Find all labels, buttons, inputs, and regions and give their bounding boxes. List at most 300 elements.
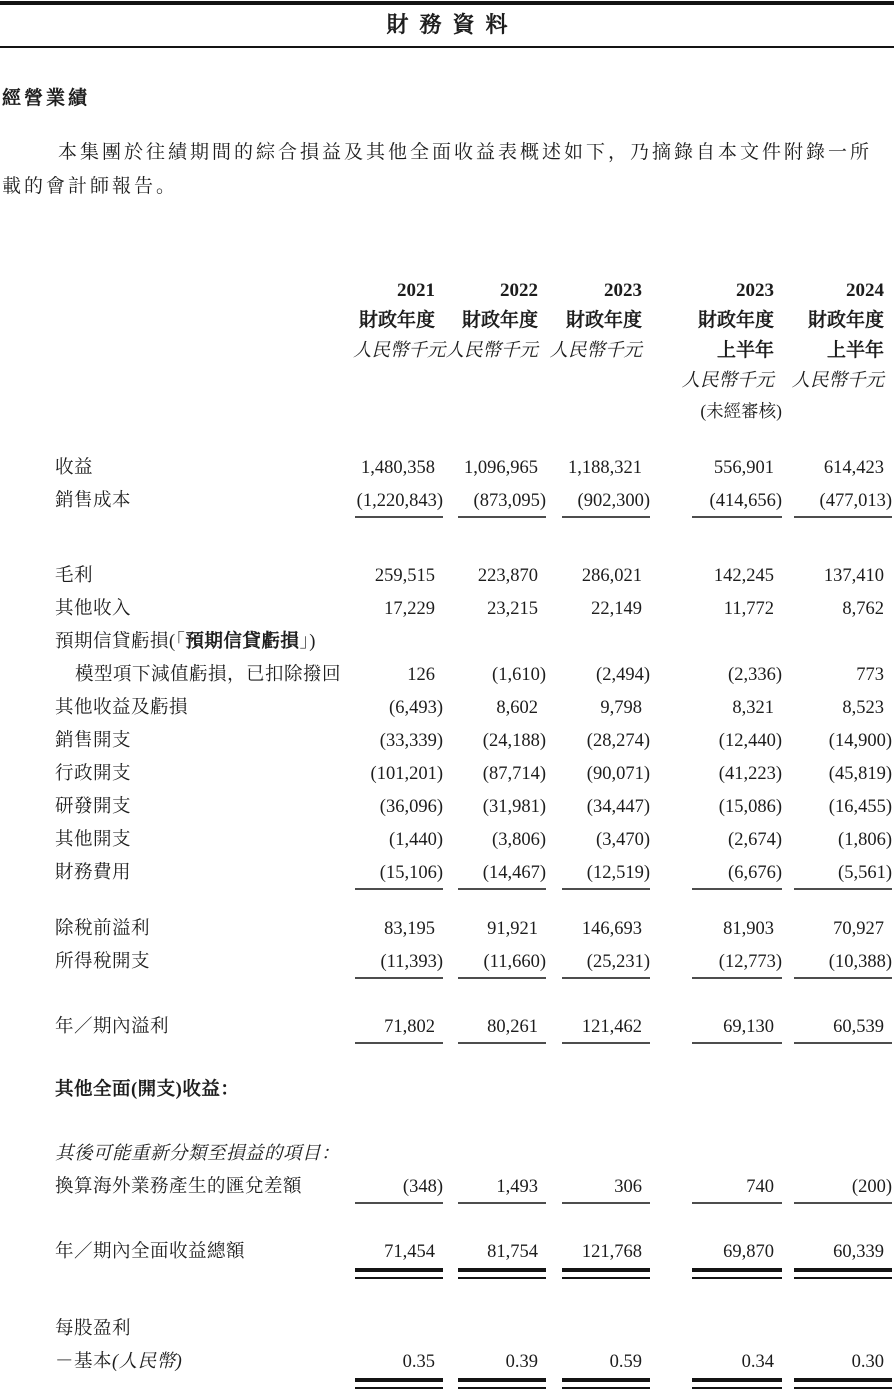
value-box — [458, 1138, 546, 1171]
value-box — [692, 1236, 782, 1269]
value-box — [562, 1236, 650, 1269]
value-box — [692, 824, 782, 857]
header-period-label — [650, 276, 782, 306]
value-box — [794, 560, 892, 593]
value-box — [794, 946, 892, 979]
header-line-text: 財政年度 — [358, 310, 435, 331]
value-cell — [443, 560, 546, 593]
value-box — [794, 725, 892, 758]
value-text: 1,480,358 — [361, 458, 435, 478]
value-text: 17,229 — [384, 599, 435, 619]
header-line-text: 人民幣千元 — [353, 341, 446, 361]
page-title: 財務資料 — [386, 12, 519, 37]
value-box — [562, 1138, 650, 1171]
value-cell — [353, 725, 443, 758]
value-box — [794, 485, 892, 518]
row-label-segment: 毛利 — [55, 566, 94, 586]
value-box — [794, 1074, 892, 1107]
table-row — [55, 659, 892, 692]
value-text: 83,195 — [384, 919, 435, 939]
value-cell — [782, 1171, 892, 1204]
row-label-segment: 研發開支 — [55, 797, 132, 817]
value-box — [355, 1171, 443, 1204]
value-box — [562, 1313, 650, 1346]
row-label-segment: 銷售成本 — [55, 491, 132, 511]
value-box — [692, 913, 782, 946]
row-label — [55, 946, 353, 979]
header-unit-label — [546, 336, 650, 366]
value-box — [458, 791, 546, 824]
value-box — [562, 485, 650, 518]
value-text: 70,927 — [833, 919, 884, 939]
value-cell — [353, 626, 443, 659]
value-text: 223,870 — [477, 566, 538, 586]
row-spacer — [55, 979, 892, 1011]
value-cell — [782, 1236, 892, 1269]
header-column — [443, 246, 546, 396]
value-text: 9,798 — [600, 698, 642, 718]
value-box — [355, 913, 443, 946]
header-unaudited-note — [782, 396, 892, 426]
value-box — [562, 857, 650, 890]
value-box — [458, 452, 546, 485]
value-box — [794, 1236, 892, 1269]
row-label-segment: 預期信貸虧損(「 — [55, 632, 186, 652]
value-text: (14,900) — [828, 731, 892, 751]
row-label-segment: 換算海外業務產生的匯兌差額 — [55, 1177, 303, 1197]
value-box — [355, 758, 443, 791]
value-box — [458, 626, 546, 659]
value-cell — [546, 824, 650, 857]
section-heading: 經營業績 — [2, 88, 91, 109]
value-cell — [443, 659, 546, 692]
header-line-text: 財政年度 — [461, 310, 538, 331]
value-cell — [546, 758, 650, 791]
value-box — [794, 758, 892, 791]
value-box — [355, 1138, 443, 1171]
value-box — [794, 1171, 892, 1204]
value-cell — [650, 824, 782, 857]
value-box — [458, 946, 546, 979]
header-line-text: 人民幣千元 — [791, 371, 884, 391]
value-cell — [650, 692, 782, 725]
value-text: (6,676) — [728, 863, 782, 883]
header-period-label — [353, 306, 443, 336]
value-text: 142,245 — [713, 566, 774, 586]
value-cell — [782, 1074, 892, 1107]
header-period-label — [353, 276, 443, 306]
value-cell — [546, 1346, 650, 1379]
header-unit-label — [443, 336, 546, 366]
table-row — [55, 485, 892, 518]
value-box — [562, 692, 650, 725]
value-box — [355, 1236, 443, 1269]
value-text: (31,981) — [482, 797, 546, 817]
value-text: 137,410 — [823, 566, 884, 586]
value-cell — [546, 1313, 650, 1346]
table-row — [55, 1011, 892, 1044]
value-text: 1,188,321 — [568, 458, 642, 478]
row-label — [55, 659, 353, 692]
value-cell — [353, 485, 443, 518]
value-cell — [443, 626, 546, 659]
row-label-segment: 年／期內溢利 — [55, 1017, 170, 1037]
value-text: 69,130 — [723, 1017, 774, 1037]
value-cell — [353, 1171, 443, 1204]
value-cell — [782, 791, 892, 824]
value-cell — [782, 1313, 892, 1346]
header-column — [650, 276, 782, 426]
value-box — [458, 857, 546, 890]
row-label — [55, 1138, 353, 1171]
header-line-text: 上半年 — [826, 340, 884, 361]
value-box — [692, 1138, 782, 1171]
value-cell — [782, 593, 892, 626]
header-period-label — [443, 246, 546, 276]
header-line-text: 2024 — [846, 280, 884, 301]
value-cell — [782, 725, 892, 758]
value-cell — [353, 1346, 443, 1379]
value-cell — [546, 593, 650, 626]
value-text: 91,921 — [487, 919, 538, 939]
value-cell — [782, 452, 892, 485]
table-row — [55, 946, 892, 979]
table-row — [55, 1346, 892, 1379]
top-border-rule — [0, 1, 894, 5]
row-spacer — [55, 890, 892, 913]
value-box — [692, 1313, 782, 1346]
value-box — [355, 485, 443, 518]
value-text: (3,470) — [596, 830, 650, 850]
row-label — [55, 692, 353, 725]
header-period-label — [443, 306, 546, 336]
row-label — [55, 758, 353, 791]
value-text: 71,802 — [384, 1017, 435, 1037]
value-cell — [353, 560, 443, 593]
value-box — [458, 1011, 546, 1044]
value-box — [692, 1171, 782, 1204]
value-cell — [443, 1011, 546, 1044]
value-cell — [353, 824, 443, 857]
value-box — [692, 452, 782, 485]
value-box — [692, 1346, 782, 1379]
row-label-segment: 其他全面(開支)收益： — [55, 1080, 240, 1100]
value-text: (11,393) — [380, 952, 443, 972]
value-cell — [443, 857, 546, 890]
value-cell — [650, 857, 782, 890]
header-line-text: 財政年度 — [697, 310, 774, 331]
title-underline-rule — [0, 46, 894, 48]
table-row — [55, 626, 892, 659]
value-box — [562, 946, 650, 979]
header-unaudited-note — [546, 366, 650, 396]
value-cell — [650, 913, 782, 946]
value-box — [355, 1074, 443, 1107]
value-text: 8,602 — [496, 698, 538, 718]
value-text: (5,561) — [838, 863, 892, 883]
value-text: 60,539 — [833, 1017, 884, 1037]
row-label-segment: －基本 — [55, 1352, 113, 1372]
row-label — [55, 857, 353, 890]
row-label — [55, 1346, 353, 1379]
value-cell — [443, 1346, 546, 1379]
value-text: 11,772 — [723, 599, 774, 619]
value-text: 614,423 — [823, 458, 884, 478]
value-cell — [782, 857, 892, 890]
value-cell — [546, 1171, 650, 1204]
value-box — [355, 857, 443, 890]
value-cell — [353, 1138, 443, 1171]
value-box — [458, 1346, 546, 1379]
value-cell — [353, 1011, 443, 1044]
value-box — [562, 593, 650, 626]
table-row — [55, 452, 892, 485]
value-text: (12,440) — [718, 731, 782, 751]
value-text: 0.30 — [851, 1352, 884, 1372]
row-label-segment: (人民幣) — [112, 1352, 183, 1372]
row-label — [55, 593, 353, 626]
header-line-text: 2023 — [604, 280, 642, 301]
value-text: 0.39 — [505, 1352, 538, 1372]
row-label — [55, 824, 353, 857]
value-cell — [782, 946, 892, 979]
value-text: (16,455) — [828, 797, 892, 817]
table-row — [55, 725, 892, 758]
value-text: (41,223) — [718, 764, 782, 784]
header-period-label — [546, 306, 650, 336]
row-spacer — [55, 1044, 892, 1074]
value-box — [355, 692, 443, 725]
value-box — [692, 791, 782, 824]
value-cell — [546, 1011, 650, 1044]
value-box — [562, 913, 650, 946]
value-text: 81,903 — [723, 919, 774, 939]
value-box — [562, 626, 650, 659]
value-box — [562, 791, 650, 824]
value-cell — [782, 824, 892, 857]
value-text: 69,870 — [723, 1242, 774, 1262]
value-cell — [443, 452, 546, 485]
header-line-text: 財政年度 — [807, 310, 884, 331]
value-cell — [353, 857, 443, 890]
header-line-text: 2022 — [500, 280, 538, 301]
value-cell — [546, 485, 650, 518]
value-text: 8,321 — [732, 698, 774, 718]
value-text: 8,762 — [842, 599, 884, 619]
row-label — [55, 1236, 353, 1269]
value-box — [355, 1346, 443, 1379]
table-row — [55, 758, 892, 791]
value-text: (477,013) — [819, 491, 892, 511]
value-box — [458, 1171, 546, 1204]
table-body — [55, 452, 892, 1379]
value-box — [692, 593, 782, 626]
value-text: (11,660) — [483, 952, 546, 972]
value-box — [794, 791, 892, 824]
value-text: 286,021 — [581, 566, 642, 586]
value-cell — [546, 692, 650, 725]
header-unit-label — [782, 366, 892, 396]
value-box — [794, 452, 892, 485]
value-cell — [443, 1138, 546, 1171]
value-cell — [353, 1074, 443, 1107]
value-box — [458, 659, 546, 692]
value-box — [355, 452, 443, 485]
value-box — [458, 824, 546, 857]
value-cell — [650, 1236, 782, 1269]
intro-paragraph: 本集團於往績期間的綜合損益及其他全面收益表概述如下，乃摘錄自本文件附錄一所載的會計師報告。 — [2, 142, 873, 197]
value-cell — [353, 659, 443, 692]
value-cell — [650, 725, 782, 758]
value-text: (24,188) — [482, 731, 546, 751]
value-text: (14,467) — [482, 863, 546, 883]
value-box — [692, 626, 782, 659]
value-text: 60,339 — [833, 1242, 884, 1262]
header-unaudited-note — [443, 366, 546, 396]
value-cell — [650, 791, 782, 824]
header-column — [353, 246, 446, 396]
value-cell — [650, 626, 782, 659]
value-cell — [546, 946, 650, 979]
value-text: 259,515 — [374, 566, 435, 586]
value-text: 556,901 — [713, 458, 774, 478]
row-label — [55, 1171, 353, 1204]
value-box — [458, 758, 546, 791]
value-box — [794, 626, 892, 659]
value-text: (90,071) — [586, 764, 650, 784]
value-text: (10,388) — [828, 952, 892, 972]
value-cell — [546, 560, 650, 593]
value-cell — [443, 758, 546, 791]
value-box — [458, 913, 546, 946]
header-line-text: 人民幣千元 — [445, 341, 538, 361]
financial-information-page — [0, 1, 894, 1379]
table-row — [55, 1313, 892, 1346]
value-box — [355, 1313, 443, 1346]
value-box — [794, 1313, 892, 1346]
row-label-segment: 財務費用 — [55, 863, 132, 883]
value-text: 773 — [856, 665, 884, 685]
value-box — [458, 485, 546, 518]
value-cell — [546, 1074, 650, 1107]
row-label-segment: 」) — [299, 632, 316, 652]
value-box — [562, 659, 650, 692]
row-label — [55, 1074, 353, 1107]
value-text: (2,336) — [728, 665, 782, 685]
value-cell — [546, 725, 650, 758]
value-cell — [353, 791, 443, 824]
value-box — [355, 946, 443, 979]
value-cell — [443, 1236, 546, 1269]
value-cell — [546, 659, 650, 692]
header-period-label — [546, 246, 650, 276]
value-box — [562, 1346, 650, 1379]
value-box — [458, 725, 546, 758]
value-text: (2,674) — [728, 830, 782, 850]
value-cell — [782, 560, 892, 593]
value-cell — [353, 913, 443, 946]
value-box — [562, 824, 650, 857]
value-cell — [353, 946, 443, 979]
header-column — [546, 246, 650, 396]
value-cell — [782, 1138, 892, 1171]
row-label-segment: 年／期內全面收益總額 — [55, 1242, 246, 1262]
value-text: (12,773) — [718, 952, 782, 972]
value-text: 121,768 — [581, 1242, 642, 1262]
value-box — [692, 1074, 782, 1107]
value-box — [692, 560, 782, 593]
value-text: (1,806) — [838, 830, 892, 850]
value-text: (348) — [402, 1177, 443, 1197]
value-text: (34,447) — [586, 797, 650, 817]
value-text: (15,086) — [718, 797, 782, 817]
value-cell — [546, 1236, 650, 1269]
table-header — [55, 246, 892, 426]
value-cell — [650, 1011, 782, 1044]
row-label-segment: 其他開支 — [55, 830, 132, 850]
value-text: 1,493 — [496, 1177, 538, 1197]
value-box — [562, 758, 650, 791]
row-label — [55, 1313, 353, 1346]
value-text: 0.35 — [402, 1352, 435, 1372]
value-cell — [546, 626, 650, 659]
value-text: (1,440) — [389, 830, 443, 850]
row-label — [55, 1011, 353, 1044]
header-unaudited-note — [353, 366, 443, 396]
value-box — [692, 946, 782, 979]
value-text: (1,610) — [492, 665, 546, 685]
value-cell — [782, 626, 892, 659]
value-box — [794, 1138, 892, 1171]
value-text: (33,339) — [379, 731, 443, 751]
value-box — [562, 1011, 650, 1044]
value-text: 71,454 — [384, 1242, 435, 1262]
value-cell — [443, 692, 546, 725]
row-label-segment: 模型項下減值虧損，已扣除撥回 — [75, 665, 342, 685]
value-text: 8,523 — [842, 698, 884, 718]
value-text: (28,274) — [586, 731, 650, 751]
value-box — [458, 1313, 546, 1346]
value-box — [458, 692, 546, 725]
value-cell — [443, 1171, 546, 1204]
row-label-segment: 收益 — [55, 458, 94, 478]
value-box — [692, 1011, 782, 1044]
row-label — [55, 913, 353, 946]
value-cell — [353, 758, 443, 791]
header-line-text: 人民幣千元 — [549, 341, 642, 361]
value-text: 740 — [746, 1177, 774, 1197]
value-box — [458, 1236, 546, 1269]
value-cell — [650, 1138, 782, 1171]
value-box — [458, 1074, 546, 1107]
value-cell — [353, 1236, 443, 1269]
value-box — [562, 1074, 650, 1107]
value-box — [562, 1171, 650, 1204]
table-row — [55, 1236, 892, 1269]
value-cell — [650, 1171, 782, 1204]
row-label-segment: 所得稅開支 — [55, 952, 151, 972]
value-box — [562, 452, 650, 485]
value-text: (1,220,843) — [356, 491, 443, 511]
value-cell — [650, 659, 782, 692]
value-box — [794, 593, 892, 626]
value-text: (101,201) — [370, 764, 443, 784]
value-cell — [443, 1074, 546, 1107]
value-cell — [650, 452, 782, 485]
value-cell — [443, 1313, 546, 1346]
value-box — [692, 659, 782, 692]
value-text: (25,231) — [586, 952, 650, 972]
